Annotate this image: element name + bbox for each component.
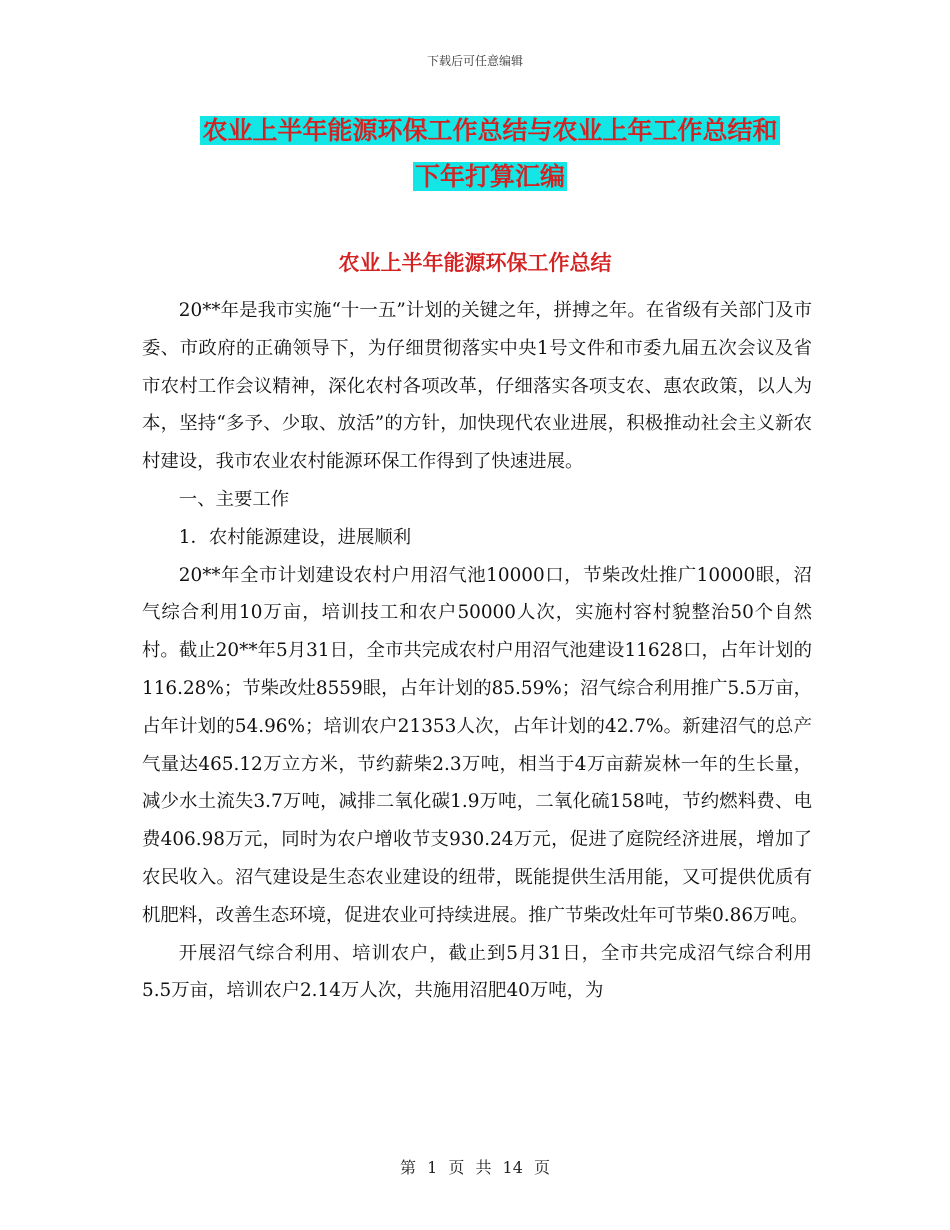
heading-rural-energy: 1．农村能源建设，进展顺利 — [178, 526, 412, 548]
page-footer: 第 1 页 共 14 页 — [400, 1158, 550, 1177]
document-title-line-2: 下年打算汇编 — [414, 162, 565, 191]
document-title — [140, 108, 840, 200]
paragraph-biogas-use: 开展沼气综合利用、培训农户，截止到5月31日，全市共完成沼气综合利用5.5万亩，培训农户2.14万人次，共施用沼肥40万吨，为 — [142, 942, 812, 1002]
page-header: 下载后可任意编辑 — [426, 54, 523, 68]
paragraph-energy-stats: 20**年全市计划建设农村户用沼气池10000口，节柴改灶推广10000眼，沼气综合利用10万亩，培训技工和农户50000人次，实施村容村貌整治50个自然村。截止20**年5月31日，全市共完成农村户用沼气池建设11628口，占年计划的116.28%；节柴改灶8559眼，占年计划的85.59%；沼气综合利用推广5.5万亩，占年计划的54.96%；培训农户21353人次，占年计划的42.7%。新建沼气的总产气量达465.12万立方米，节约薪柴2.3万吨，相当于4万亩薪炭林一年的生长量，减少水土流失3.7万吨，减排二氧化碳1.9万吨，二氧化硫158吨，节约燃料费、电费406.98万元，同时为农户增收节支930.24万元，促进了庭院经济进展，增加了农民收入。沼气建设是生态农业建设的纽带，既能提供生活用能，又可提供优质有机肥料，改善生态环境，促进农业可持续进展。推广节柴改灶年可节柴0.86万吨。 — [142, 564, 812, 926]
document-body — [142, 292, 812, 1010]
paragraph-intro: 20**年是我市实施“十一五”计划的关键之年，拼搏之年。在省级有关部门及市委、市政府的正确领导下，为仔细贯彻落实中央1号文件和市委九届五次会议及省市农村工作会议精神，深化农村各项改革，仔细落实各项支农、惠农政策，以人为本，坚持“多予、少取、放活”的方针，加快现代农业进展，积极推动社会主义新农村建设，我市农业农村能源环保工作得到了快速进展。 — [142, 300, 812, 473]
section-title: 农业上半年能源环保工作总结 — [338, 250, 612, 275]
heading-main-work: 一、主要工作 — [178, 488, 290, 510]
document-title-line-1: 农业上半年能源环保工作总结与农业上年工作总结和 — [202, 116, 778, 145]
